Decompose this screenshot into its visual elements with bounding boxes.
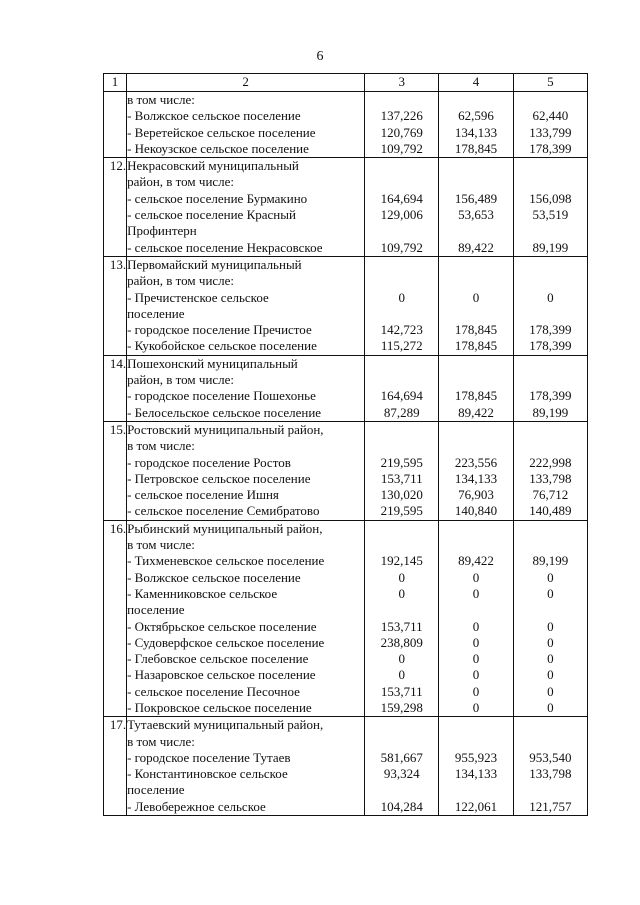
value-line: 104,284 [380, 798, 423, 814]
value-line: 89,199 [532, 404, 569, 420]
value-line: 142,723 [380, 322, 423, 338]
municipality-line: - Веретейское сельское поселение [127, 124, 316, 140]
value-line: 178,845 [454, 140, 498, 156]
municipality-line: - Константиновское сельское [127, 766, 288, 782]
value-line: 122,061 [454, 798, 498, 814]
value-line: 0 [547, 618, 554, 634]
value-line: 178,845 [454, 338, 498, 354]
municipality-cell [127, 158, 365, 257]
municipality-line: - Каменниковское сельское [127, 585, 278, 601]
value-line: 953,540 [529, 749, 572, 765]
value-line [365, 717, 438, 733]
value-line [439, 372, 512, 388]
value-line: 76,903 [458, 487, 494, 503]
value-line: 0 [547, 289, 554, 305]
value-line: 0 [472, 618, 480, 634]
value-line: 219,595 [380, 503, 423, 519]
value-line [514, 306, 587, 322]
value-line: 87,289 [383, 404, 420, 420]
value-line: 178,399 [529, 140, 572, 156]
value-col-3 [365, 717, 439, 816]
municipality-line: - Покровское сельское поселение [127, 699, 312, 715]
value-line: 0 [472, 569, 480, 585]
value-col-3 [365, 158, 439, 257]
value-line [439, 537, 512, 553]
value-col-3 [365, 92, 439, 158]
municipality-line: район, в том числе: [127, 273, 235, 289]
value-line: 140,840 [454, 503, 498, 519]
table-row [104, 158, 588, 257]
table-row [104, 92, 588, 158]
value-line [439, 174, 512, 190]
page-number: 6 [316, 49, 324, 64]
value-line [439, 92, 512, 108]
value-line: 0 [472, 683, 480, 699]
value-line: 0 [472, 651, 480, 667]
row-number [104, 92, 127, 158]
value-line [365, 521, 438, 537]
municipality-line: - Назаровское сельское поселение [127, 667, 316, 683]
municipality-line: - Белосельское сельское поселение [127, 404, 322, 420]
header-col-3: 3 [365, 74, 439, 92]
municipality-line: Ростовский муниципальный район, [127, 421, 324, 437]
value-line: 164,694 [380, 388, 423, 404]
value-line: 178,399 [529, 388, 572, 404]
municipality-cell [127, 256, 365, 355]
value-line: 115,272 [380, 338, 423, 354]
value-line: 133,799 [529, 124, 572, 140]
municipality-line: в том числе: [127, 537, 195, 553]
municipality-line: - Октябрьское сельское поселение [127, 618, 317, 634]
row-number: 15. [104, 421, 127, 520]
municipality-line: поселение [127, 305, 185, 321]
row-number: 12. [104, 158, 127, 257]
value-line [439, 422, 512, 438]
value-line: 133,798 [529, 766, 572, 782]
value-line [365, 372, 438, 388]
value-line [365, 158, 438, 174]
municipality-line: - сельское поселение Некрасовское [127, 239, 323, 255]
municipality-cell [127, 92, 365, 158]
value-col-4 [439, 717, 513, 816]
value-line: 581,667 [380, 749, 423, 765]
value-line: 153,711 [380, 470, 423, 486]
value-line: 93,324 [383, 766, 420, 782]
value-line: 62,440 [532, 108, 569, 124]
value-col-3 [365, 256, 439, 355]
value-line [365, 306, 438, 322]
table-row [104, 717, 588, 816]
value-line: 178,845 [454, 388, 498, 404]
header-col-5: 5 [513, 74, 587, 92]
value-line: 153,711 [380, 618, 423, 634]
value-line: 109,792 [380, 140, 423, 156]
value-line: 0 [547, 651, 554, 667]
value-line [514, 356, 587, 372]
value-line: 0 [398, 667, 405, 683]
value-line: 62,596 [458, 108, 494, 124]
row-number: 17. [104, 717, 127, 816]
municipality-line: - Некоузское сельское поселение [127, 140, 309, 156]
value-line [365, 223, 438, 239]
municipality-line: - городское поселение Тутаев [127, 749, 291, 765]
value-line [439, 734, 512, 750]
value-line: 89,422 [458, 404, 494, 420]
value-col-4 [439, 256, 513, 355]
value-line [365, 782, 438, 798]
value-line [439, 521, 512, 537]
value-line [514, 782, 587, 798]
value-line [514, 602, 587, 618]
value-line: 178,399 [529, 338, 572, 354]
value-line [365, 257, 438, 273]
value-line: 178,399 [529, 322, 572, 338]
value-line: 164,694 [380, 190, 423, 206]
municipality-line: Пошехонский муниципальный [127, 355, 298, 371]
value-line [514, 734, 587, 750]
value-line [439, 782, 512, 798]
value-line: 156,489 [454, 190, 498, 206]
municipality-line: Первомайский муниципальный [127, 256, 302, 272]
value-line: 178,845 [454, 322, 498, 338]
municipality-line: в том числе: [127, 438, 195, 454]
value-line [439, 602, 512, 618]
value-line: 121,757 [529, 798, 572, 814]
table-row [104, 520, 588, 717]
value-line [514, 158, 587, 174]
value-line: 53,519 [532, 207, 569, 223]
value-line [514, 537, 587, 553]
value-col-4 [439, 520, 513, 717]
value-line: 156,098 [529, 190, 572, 206]
value-col-4 [439, 355, 513, 421]
value-line [514, 717, 587, 733]
value-line [365, 92, 438, 108]
value-line [365, 602, 438, 618]
value-line: 223,556 [454, 454, 498, 470]
value-line: 137,226 [380, 108, 423, 124]
value-line: 192,145 [380, 553, 423, 569]
value-line: 129,006 [380, 207, 423, 223]
value-line [514, 257, 587, 273]
value-line [365, 734, 438, 750]
municipality-line: поселение [127, 602, 185, 618]
value-line: 89,199 [532, 239, 569, 255]
value-line [439, 158, 512, 174]
value-col-5 [513, 355, 587, 421]
value-line: 0 [547, 569, 554, 585]
municipality-line: - Тихменевское сельское поселение [127, 553, 325, 569]
municipality-line: район, в том числе: [127, 372, 235, 388]
value-line: 134,133 [454, 766, 498, 782]
value-line: 0 [547, 667, 554, 683]
value-line [514, 92, 587, 108]
value-line [439, 438, 512, 454]
value-line: 89,422 [458, 239, 494, 255]
value-col-4 [439, 421, 513, 520]
municipality-line: - Глебовское сельское поселение [127, 651, 309, 667]
value-line: 159,298 [380, 699, 423, 715]
header-col-1: 1 [104, 74, 127, 92]
row-number: 14. [104, 355, 127, 421]
value-col-3 [365, 421, 439, 520]
value-line: 0 [398, 569, 405, 585]
municipality-line: - Петровское сельское поселение [127, 470, 311, 486]
value-line: 0 [547, 699, 554, 715]
row-number: 16. [104, 520, 127, 717]
value-line: 133,798 [529, 470, 572, 486]
value-col-4 [439, 158, 513, 257]
value-col-5 [513, 158, 587, 257]
value-line: 130,020 [380, 487, 423, 503]
municipality-line: Профинтерн [127, 223, 197, 239]
value-col-5 [513, 421, 587, 520]
municipality-line: - сельское поселение Семибратово [127, 503, 320, 519]
table-row [104, 355, 588, 421]
municipality-line: - Волжское сельское поселение [127, 569, 301, 585]
value-line: 222,998 [529, 454, 572, 470]
municipality-cell [127, 717, 365, 816]
value-line: 0 [472, 699, 480, 715]
row-number: 13. [104, 256, 127, 355]
value-col-5 [513, 717, 587, 816]
value-line [365, 356, 438, 372]
value-line: 0 [547, 634, 554, 650]
municipality-line: - городское поселение Пречистое [127, 322, 312, 338]
municipality-line: Тутаевский муниципальный район, [127, 717, 324, 733]
municipality-line: - сельское поселение Красный [127, 207, 296, 223]
value-line: 76,712 [532, 487, 569, 503]
value-line: 0 [547, 585, 554, 601]
value-line: 120,769 [380, 124, 423, 140]
table-row [104, 421, 588, 520]
municipality-line: - Левобережное сельское [127, 798, 266, 814]
value-line: 134,133 [454, 470, 498, 486]
value-line [439, 223, 512, 239]
value-line [514, 372, 587, 388]
table-header-row [104, 74, 588, 92]
value-col-4 [439, 92, 513, 158]
value-line: 0 [472, 585, 480, 601]
value-line [514, 521, 587, 537]
municipality-line: поселение [127, 782, 185, 798]
budget-table [103, 73, 588, 816]
municipality-line: - Волжское сельское поселение [127, 108, 301, 124]
municipality-line: - Пречистенское сельское [127, 289, 269, 305]
municipality-line: в том числе: [127, 92, 195, 107]
value-line: 153,711 [380, 683, 423, 699]
municipality-cell [127, 355, 365, 421]
value-line [514, 422, 587, 438]
value-col-5 [513, 520, 587, 717]
municipality-line: - городское поселение Ростов [127, 454, 291, 470]
value-line: 140,489 [529, 503, 572, 519]
municipality-line: - сельское поселение Ишня [127, 487, 279, 503]
value-line: 0 [547, 683, 554, 699]
value-line [365, 537, 438, 553]
value-line [439, 717, 512, 733]
value-line: 0 [398, 651, 405, 667]
value-line: 0 [398, 585, 405, 601]
value-line: 0 [472, 667, 480, 683]
value-line [439, 356, 512, 372]
value-line: 955,923 [454, 749, 498, 765]
value-line: 89,199 [532, 553, 569, 569]
municipality-line: - сельское поселение Бурмакино [127, 190, 308, 206]
value-line: 238,809 [380, 634, 423, 650]
value-line [365, 174, 438, 190]
value-line [514, 174, 587, 190]
value-col-3 [365, 355, 439, 421]
value-line [514, 273, 587, 289]
value-line [439, 273, 512, 289]
value-col-5 [513, 92, 587, 158]
value-line: 53,653 [458, 207, 494, 223]
value-line: 0 [472, 634, 480, 650]
value-line [514, 438, 587, 454]
header-col-4: 4 [439, 74, 513, 92]
value-line [365, 422, 438, 438]
municipality-line: Некрасовский муниципальный [127, 158, 299, 174]
municipality-line: - Судоверфское сельское поселение [127, 634, 325, 650]
value-line: 0 [398, 289, 405, 305]
value-line [514, 223, 587, 239]
value-line [439, 257, 512, 273]
municipality-line: в том числе: [127, 733, 195, 749]
value-col-5 [513, 256, 587, 355]
municipality-line: - сельское поселение Песочное [127, 683, 300, 699]
value-line: 89,422 [458, 553, 494, 569]
municipality-line: - городское поселение Пошехонье [127, 388, 316, 404]
value-line [365, 273, 438, 289]
value-line: 219,595 [380, 454, 423, 470]
table-row [104, 256, 588, 355]
value-col-3 [365, 520, 439, 717]
value-line [439, 306, 512, 322]
municipality-line: Рыбинский муниципальный район, [127, 520, 323, 536]
value-line: 0 [472, 289, 480, 305]
value-line [365, 438, 438, 454]
value-line: 109,792 [380, 239, 423, 255]
municipality-cell [127, 421, 365, 520]
municipality-cell [127, 520, 365, 717]
value-line: 134,133 [454, 124, 498, 140]
municipality-line: - Кукобойское сельское поселение [127, 338, 317, 354]
header-col-2: 2 [127, 74, 365, 92]
municipality-line: район, в том числе: [127, 174, 235, 190]
